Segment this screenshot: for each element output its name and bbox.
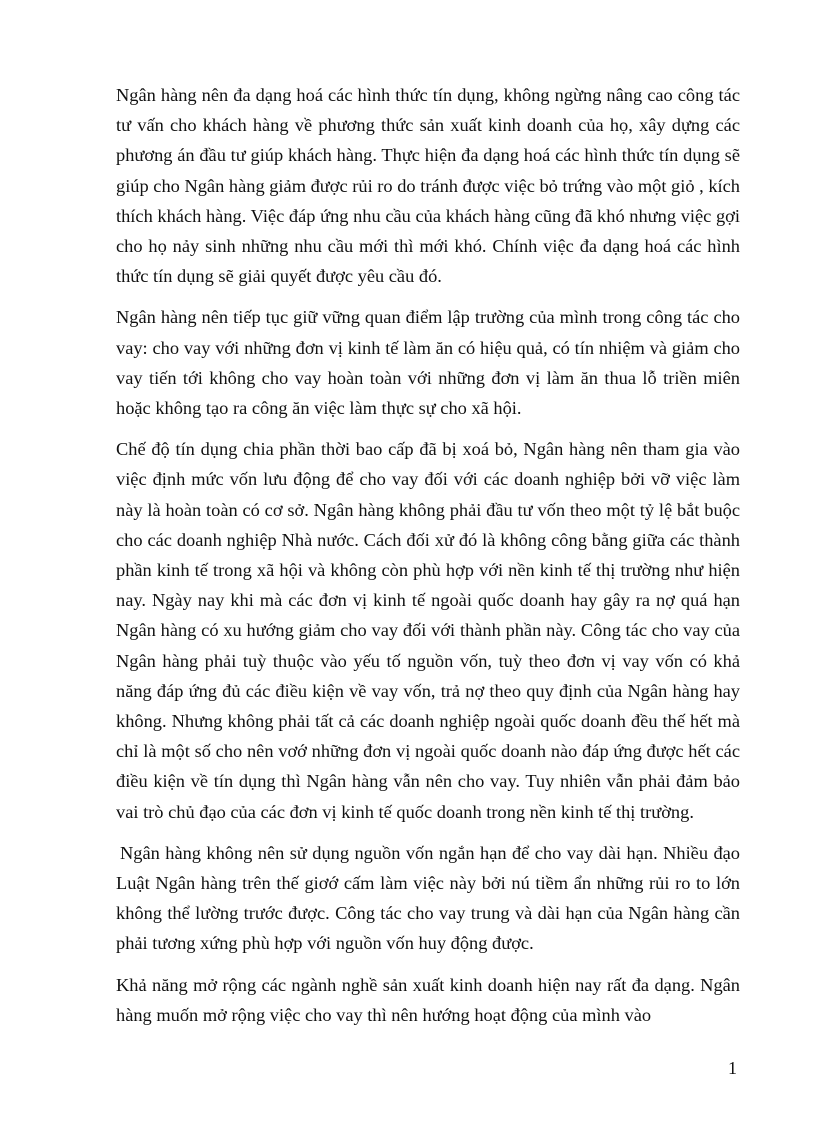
paragraph-short-term-funds: Ngân hàng không nên sử dụng nguồn vốn ngắn hạn để cho vay dài hạn. Nhiều đạo Luật Ngân hàng trên thế giơớ cấm làm việc này bởi nú tiềm ẩn những rủi ro to lớn không thể lường trước được. Công tác cho vay trung và dài hạn của Ngân hàng cần phải tương xứng phù hợp với nguồn vốn huy động được. bbox=[116, 842, 740, 954]
paragraph-business-expansion: Khả năng mở rộng các ngành nghề sản xuất kinh doanh hiện nay rất đa dạng. Ngân hàng muốn mở rộng việc cho vay thì nên hướng hoạt động của mình vào bbox=[116, 974, 740, 1025]
paragraph-credit-regime: Chế độ tín dụng chia phần thời bao cấp đã bị xoá bỏ, Ngân hàng nên tham gia vào việc định mức vốn lưu động để cho vay đối với các doanh nghiệp bởi vỡ việc làm này là hoàn toàn có cơ sở. Ngân hàng không phải đầu tư vốn theo một tỷ lệ bắt buộc cho các doanh nghiệp Nhà nước. Cách đối xử đó là không công bằng giữa các thành phần kinh tế trong xã hội và không còn phù hợp với nền kinh tế thị trường như hiện nay. Ngày nay khi mà các đơn vị kinh tế ngoài quốc doanh hay gây ra nợ quá hạn Ngân hàng có xu hướng giảm cho vay đối với thành phần này. Công tác cho vay của Ngân hàng phải tuỳ thuộc vào yếu tố nguồn vốn, tuỳ theo đơn vị vay vốn có khả năng đáp ứng đủ các điều kiện về vay vốn, trả nợ theo quy định của Ngân hàng hay không. Nhưng không phải tất cả các doanh nghiệp ngoài quốc doanh đều thế hết mà chỉ là một số cho nên vơớ những đơn vị ngoài quốc doanh nào đáp ứng được hết các điều kiện về tín dụng thì Ngân hàng vẫn nên cho vay. Tuy nhiên vẫn phải đảm bảo vai trò chủ đạo của các đơn vị kinh tế quốc doanh trong nền kinh tế thị trường. bbox=[116, 439, 740, 822]
paragraph-credit-diversification: Ngân hàng nên đa dạng hoá các hình thức tín dụng, không ngừng nâng cao công tác tư vấn cho khách hàng về phương thức sản xuất kinh doanh của họ, xây dựng các phương án đầu tư giúp khách hàng. Thực hiện đa dạng hoá các hình thức tín dụng sẽ giúp cho Ngân hàng giảm được rủi ro do tránh được việc bỏ trứng vào một giỏ , kích thích khách hàng. Việc đáp ứng nhu cầu của khách hàng cũng đã khó nhưng việc gợi cho họ nảy sinh những nhu cầu mới thì mới khó. Chính việc đa dạng hoá các hình thức tín dụng sẽ giải quyết được yêu cầu đó. bbox=[116, 85, 740, 287]
paragraph-lending-stance: Ngân hàng nên tiếp tục giữ vững quan điểm lập trường của mình trong công tác cho vay: cho vay với những đơn vị kinh tế làm ăn có hiệu quả, có tín nhiệm và giảm cho vay tiến tới không cho vay hoàn toàn với những đơn vị làm ăn thua lỗ triền miên hoặc không tạo ra công ăn việc làm thực sự cho xã hội. bbox=[116, 307, 740, 419]
document-body bbox=[116, 80, 740, 1041]
page-number: 1 bbox=[728, 1058, 737, 1078]
